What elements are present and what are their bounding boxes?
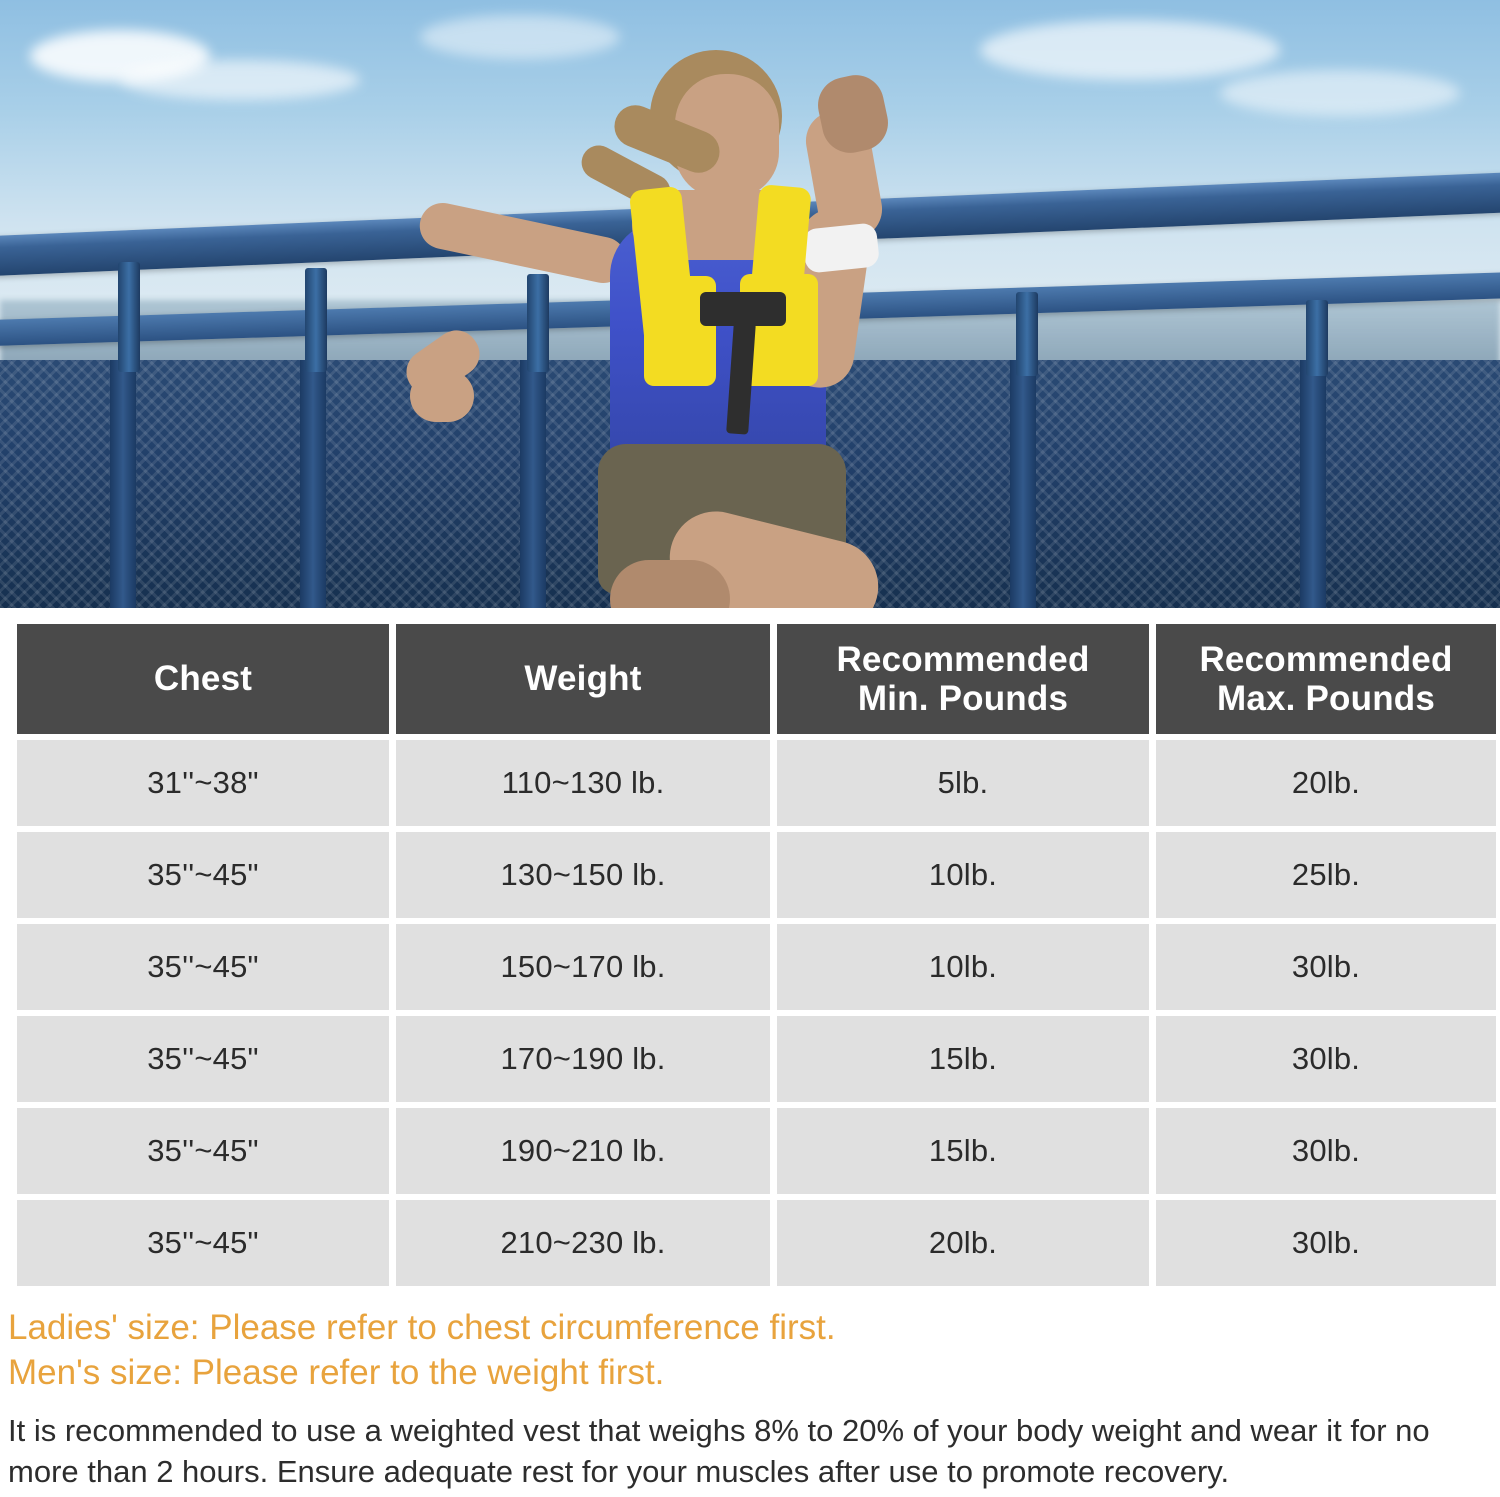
- table-row: [17, 1108, 1496, 1194]
- cell-weight: 150~170 lb.: [396, 924, 770, 1010]
- cell-max-pounds: 25lb.: [1156, 832, 1496, 918]
- cell-min-pounds: 15lb.: [777, 1016, 1149, 1102]
- size-table-wrapper: [0, 618, 1500, 1292]
- cell-max-pounds: 30lb.: [1156, 924, 1496, 1010]
- column-header-chest-label: Chest: [153, 659, 253, 699]
- runner-hand-back: [410, 370, 474, 422]
- cell-max-pounds: 30lb.: [1156, 1016, 1496, 1102]
- cell-min-pounds: 10lb.: [777, 832, 1149, 918]
- table-body: [17, 740, 1496, 1286]
- column-header-min-pounds: [777, 624, 1149, 734]
- railing-post: [305, 268, 327, 372]
- table-row: [17, 1016, 1496, 1102]
- cell-weight: 130~150 lb.: [396, 832, 770, 918]
- column-header-max-pounds: [1156, 624, 1496, 734]
- railing-post: [118, 262, 140, 372]
- column-header-weight-label: Weight: [524, 659, 642, 699]
- cell-chest: 35''~45": [17, 1016, 389, 1102]
- cell-min-pounds: 5lb.: [777, 740, 1149, 826]
- table-header-row: [17, 624, 1496, 734]
- table-row: [17, 832, 1496, 918]
- table-head: [17, 624, 1496, 734]
- bridge-panel-divider: [110, 360, 136, 608]
- note-mens-size: Men's size: Please refer to the weight first.: [8, 1352, 665, 1392]
- column-header-max-pounds-line2: Max. Pounds: [1216, 679, 1436, 718]
- table-row: [17, 924, 1496, 1010]
- runner-figure: [400, 40, 960, 608]
- cloud: [120, 60, 360, 100]
- railing-post: [1016, 292, 1038, 376]
- cell-max-pounds: 30lb.: [1156, 1200, 1496, 1286]
- hero-image: [0, 0, 1500, 608]
- cell-chest: 35''~45": [17, 1108, 389, 1194]
- column-header-min-pounds-line1: Recommended: [836, 639, 1090, 679]
- runner-wristband: [802, 222, 880, 273]
- column-header-max-pounds-line1: Recommended: [1199, 639, 1453, 679]
- bridge-panel-divider: [1300, 360, 1326, 608]
- size-chart-table: [10, 618, 1500, 1292]
- railing-post: [1306, 300, 1328, 376]
- cell-min-pounds: 15lb.: [777, 1108, 1149, 1194]
- note-ladies-size: Ladies' size: Please refer to chest circumference first.: [8, 1308, 836, 1347]
- cell-chest: 35''~45": [17, 1200, 389, 1286]
- cloud: [1220, 70, 1460, 116]
- column-header-chest: [17, 624, 389, 734]
- cell-chest: 31''~38": [17, 740, 389, 826]
- cell-weight: 170~190 lb.: [396, 1016, 770, 1102]
- note-usage-recommendation: It is recommended to use a weighted vest that weighs 8% to 20% of your body weight and wear it for no more than 2 hours. Ensure adequate rest for your muscles after use to promote recovery.: [8, 1412, 1430, 1490]
- cell-min-pounds: 10lb.: [777, 924, 1149, 1010]
- runner-knee: [610, 560, 730, 608]
- table-row: [17, 1200, 1496, 1286]
- cell-weight: 210~230 lb.: [396, 1200, 770, 1286]
- cell-max-pounds: 30lb.: [1156, 1108, 1496, 1194]
- cell-min-pounds: 20lb.: [777, 1200, 1149, 1286]
- cell-max-pounds: 20lb.: [1156, 740, 1496, 826]
- cell-chest: 35''~45": [17, 924, 389, 1010]
- cell-chest: 35''~45": [17, 832, 389, 918]
- cell-weight: 190~210 lb.: [396, 1108, 770, 1194]
- table-row: [17, 740, 1496, 826]
- runner-arm-back: [416, 199, 631, 288]
- cell-weight: 110~130 lb.: [396, 740, 770, 826]
- notes-section: [8, 1306, 1492, 1493]
- column-header-weight: [396, 624, 770, 734]
- cloud: [980, 20, 1280, 80]
- weighted-vest-buckle: [700, 292, 786, 326]
- bridge-panel-divider: [1010, 360, 1036, 608]
- bridge-panel-divider: [300, 360, 326, 608]
- column-header-min-pounds-line2: Min. Pounds: [857, 679, 1069, 718]
